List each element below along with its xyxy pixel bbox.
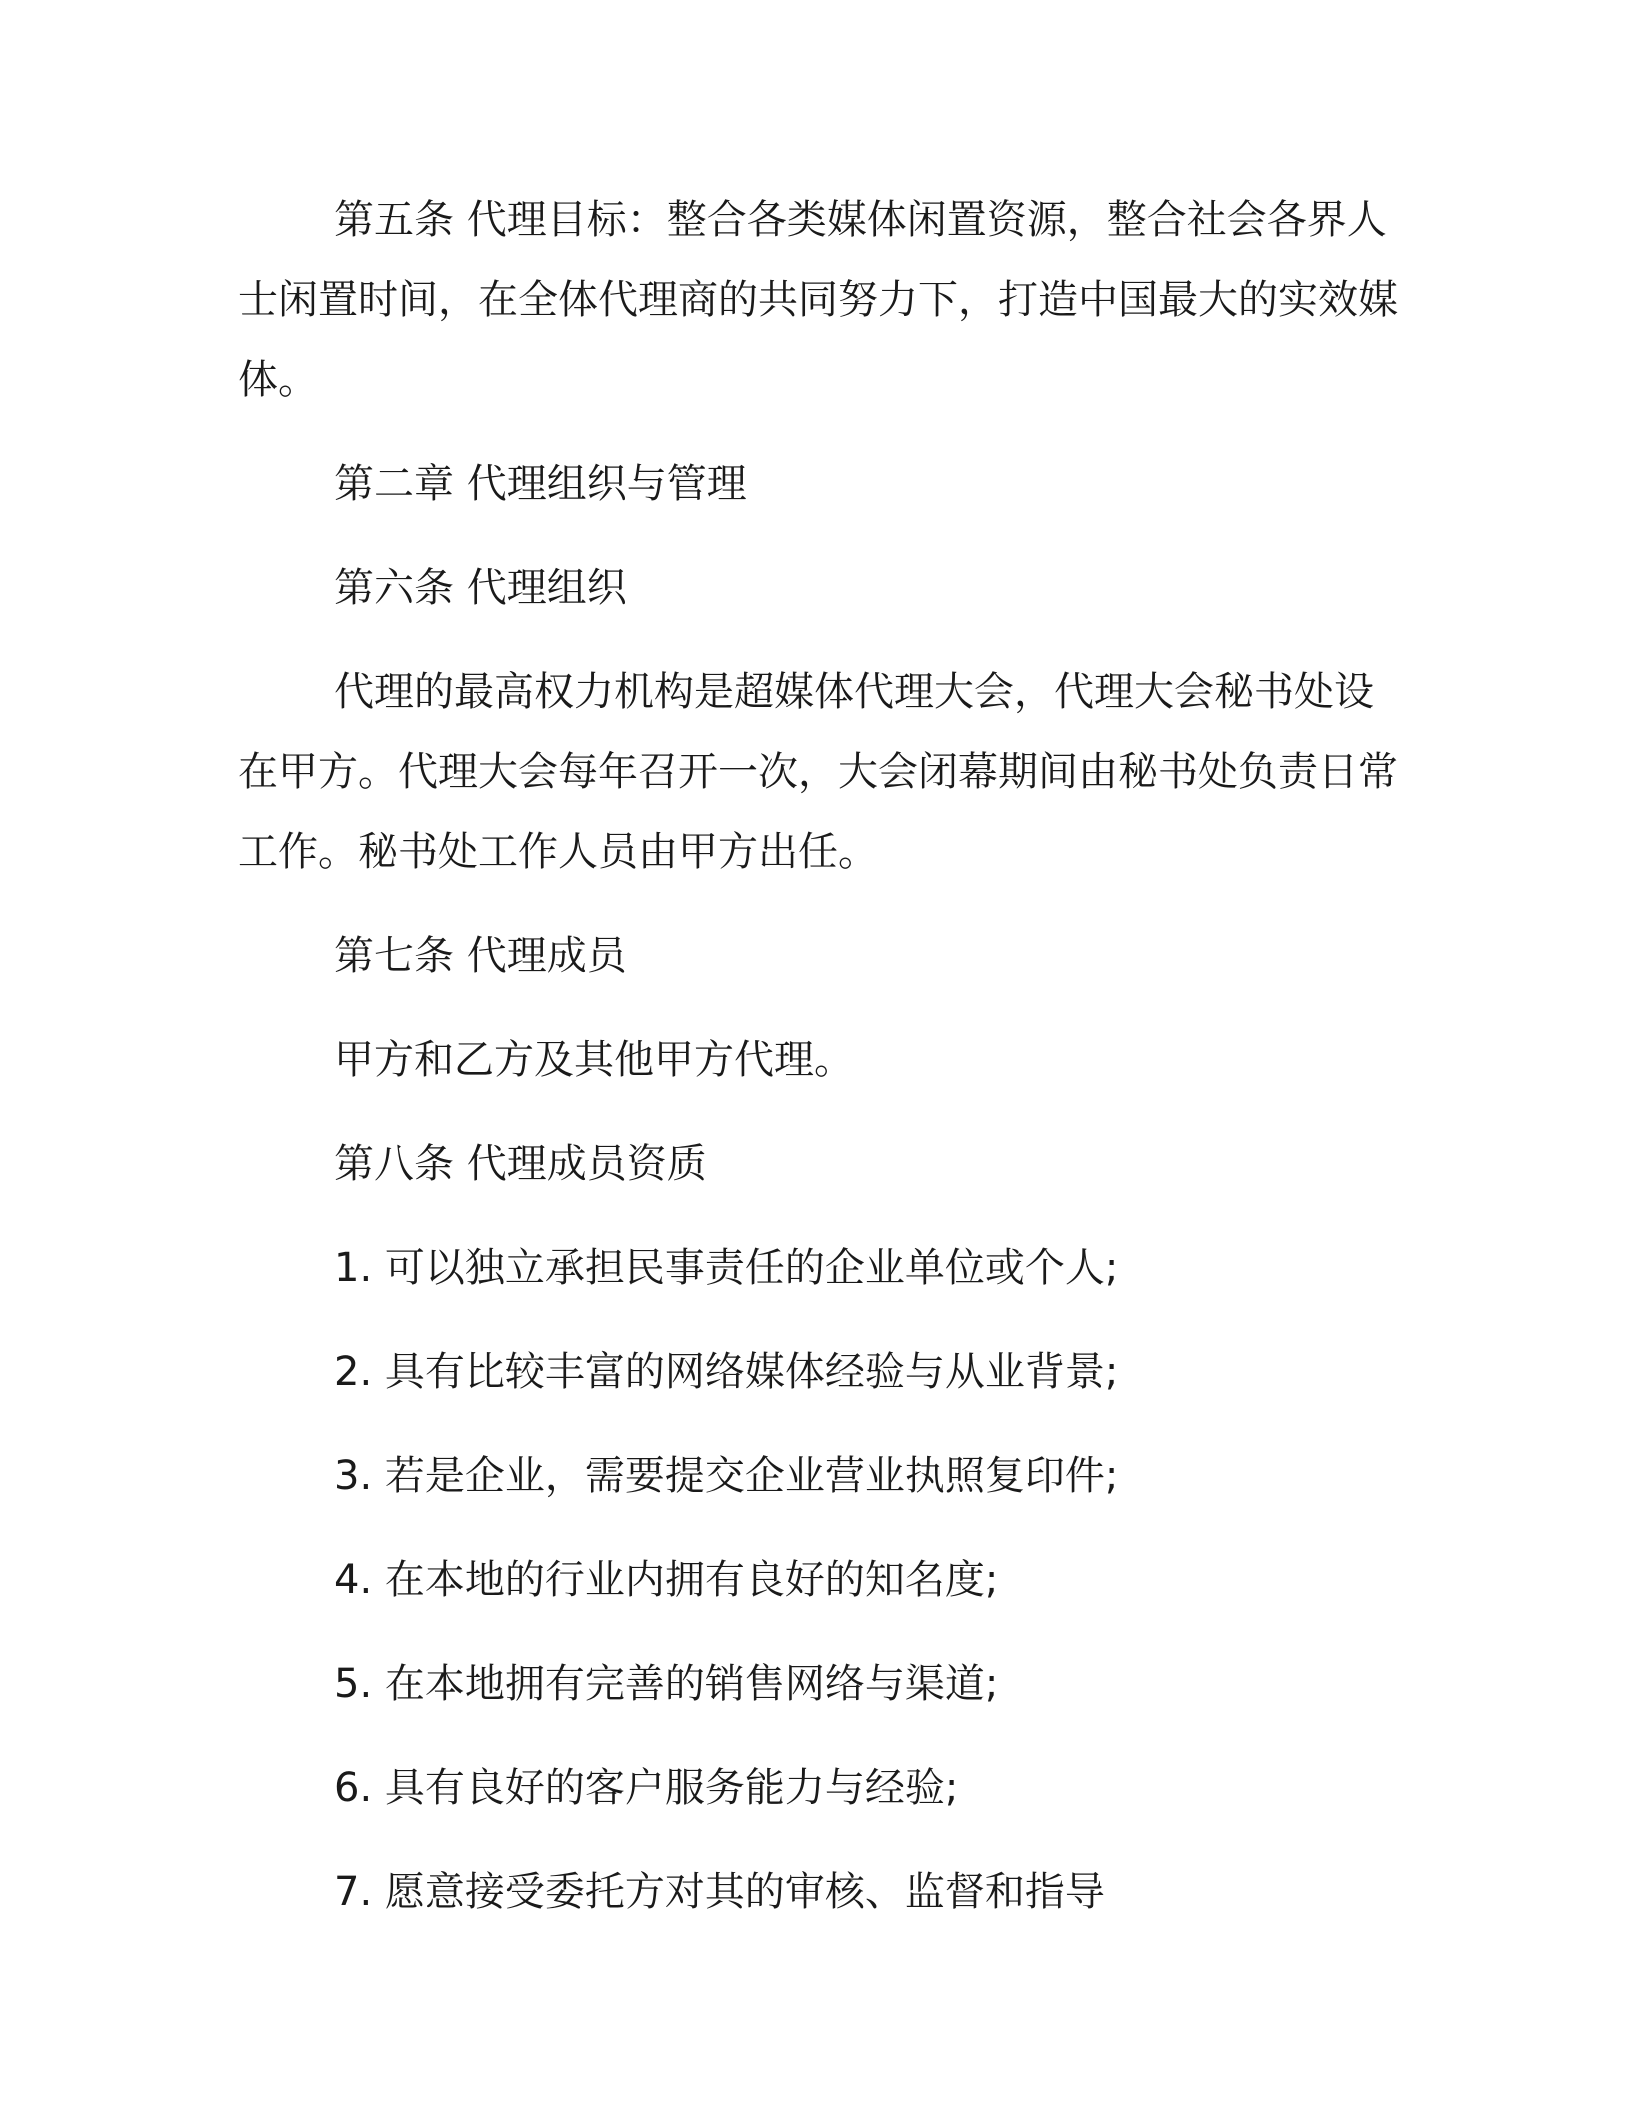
article-7-heading: 第七条 代理成员	[334, 933, 627, 979]
article-6-body: 代理的最高权力机构是超媒体代理大会，代理大会秘书处设在甲方。代理大会每年召开一次，大会闭幕期间由秘书处负责日常工作。秘书处工作人员由甲方出任。	[238, 669, 1398, 875]
article-5-goal: 第五条 代理目标：整合各类媒体闲置资源，整合社会各界人士闲置时间，在全体代理商的共同努力下，打造中国最大的实效媒体。	[238, 197, 1398, 403]
qualification-item-5: 5. 在本地拥有完善的销售网络与渠道;	[334, 1661, 999, 1707]
qualification-item-6: 6. 具有良好的客户服务能力与经验;	[334, 1765, 959, 1811]
article-8-heading: 第八条 代理成员资质	[334, 1141, 707, 1187]
qualification-item-1: 1. 可以独立承担民事责任的企业单位或个人;	[334, 1245, 1119, 1291]
qualification-item-2: 2. 具有比较丰富的网络媒体经验与从业背景;	[334, 1349, 1119, 1395]
chapter-2-heading: 第二章 代理组织与管理	[334, 461, 747, 507]
article-6-heading: 第六条 代理组织	[334, 565, 627, 611]
qualification-item-7: 7. 愿意接受委托方对其的审核、监督和指导	[334, 1869, 1105, 1915]
document-body	[238, 180, 1398, 1956]
qualification-item-4: 4. 在本地的行业内拥有良好的知名度;	[334, 1557, 999, 1603]
article-7-body: 甲方和乙方及其他甲方代理。	[334, 1037, 854, 1083]
qualification-item-3: 3. 若是企业，需要提交企业营业执照复印件;	[334, 1453, 1119, 1499]
